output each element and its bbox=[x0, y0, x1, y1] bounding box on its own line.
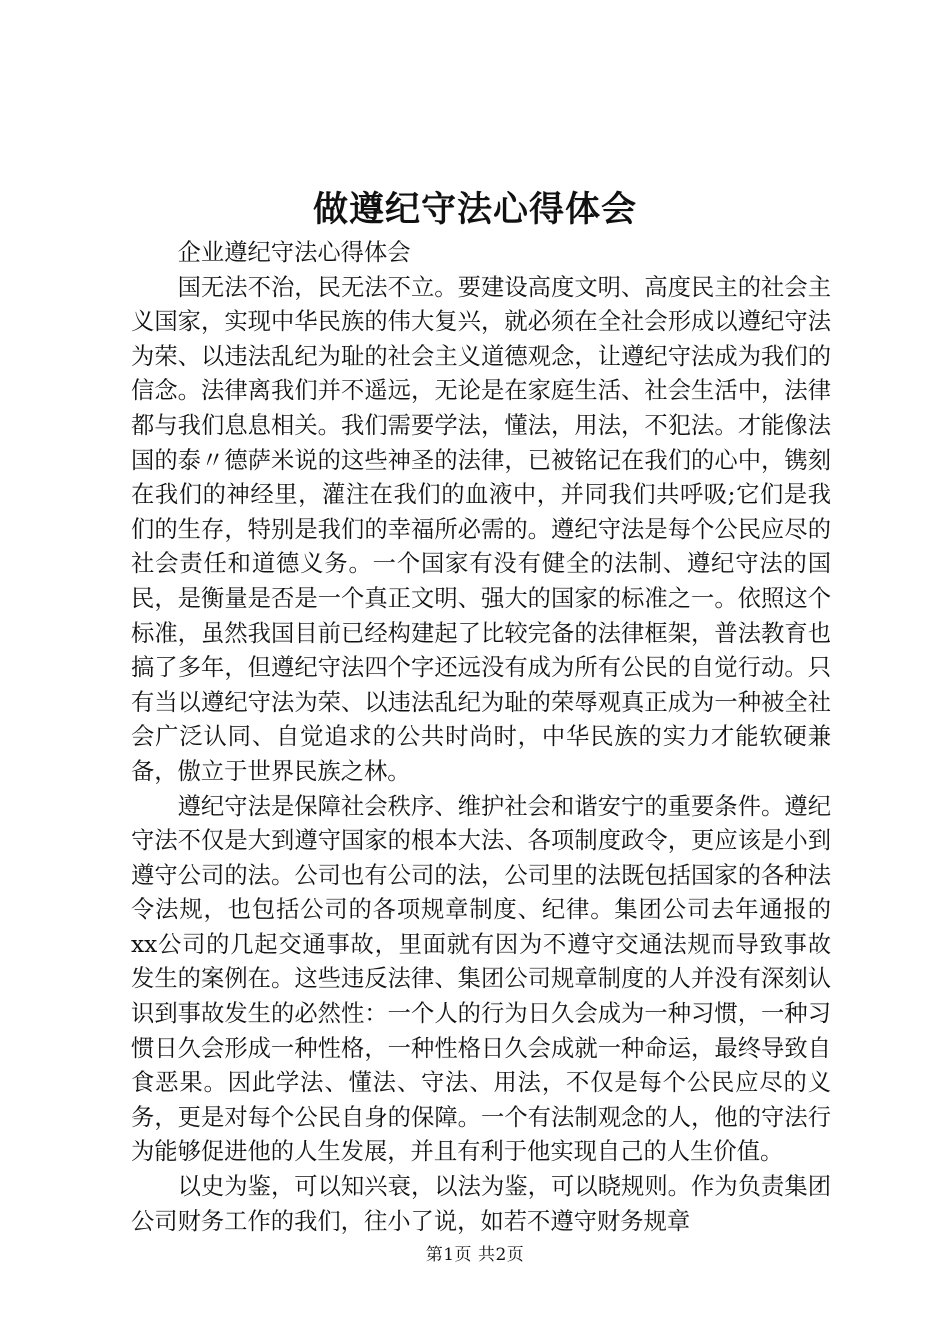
document-body bbox=[131, 236, 831, 1239]
paragraph: 以史为鉴，可以知兴衰，以法为鉴，可以晓规则。作为负责集团公司财务工作的我们，往小了说，如若不遵守财务规章 bbox=[131, 1173, 831, 1235]
paragraph: 遵纪守法是保障社会秩序、维护社会和谐安宁的重要条件。遵纪守法不仅是大到遵守国家的根本大法、各项制度政令，更应该是小到遵守公司的法。公司也有公司的法，公司里的法既包括国家的各种法令法规，也包括公司的各项规章制度、纪律。集团公司去年通报的xx公司的几起交通事故，里面就有因为不遵守交通法规而导致事故发生的案例在。这些违反法律、集团公司规章制度的人并没有深刻认识到事故发生的必然性：一个人的行为日久会成为一种习惯，一种习惯日久会形成一种性格，一种性格日久会成就一种命运，最终导致自食恶果。因此学法、懂法、守法、用法，不仅是每个公民应尽的义务，更是对每个公民自身的保障。一个有法制观念的人，他的守法行为能够促进他的人生发展，并且有利于他实现自己的人生价值。 bbox=[131, 792, 831, 1166]
page-number-footer: 第1页 共2页 bbox=[425, 1245, 525, 1265]
document-subtitle: 企业遵纪守法心得体会 bbox=[177, 239, 411, 266]
paragraph: 国无法不治，民无法不立。要建设高度文明、高度民主的社会主义国家，实现中华民族的伟大复兴，就必须在全社会形成以遵纪守法为荣、以违法乱纪为耻的社会主义道德观念，让遵纪守法成为我们的信念。法律离我们并不遥远，无论是在家庭生活、社会生活中，法律都与我们息息相关。我们需要学法，懂法，用法，不犯法。才能像法国的泰〃德萨米说的这些神圣的法律，已被铭记在我们的心中，镌刻在我们的神经里，灌注在我们的血液中，并同我们共呼吸;它们是我们的生存，特别是我们的幸福所必需的。遵纪守法是每个公民应尽的社会责任和道德义务。一个国家有没有健全的法制、遵纪守法的国民，是衡量是否是一个真正文明、强大的国家的标准之一。依照这个标准，虽然我国目前已经构建起了比较完备的法律框架，普法教育也搞了多年，但遵纪守法四个字还远没有成为所有公民的自觉行动。只有当以遵纪守法为荣、以违法乱纪为耻的荣辱观真正成为一种被全社会广泛认同、自觉追求的公共时尚时，中华民族的实力才能软硬兼备，傲立于世界民族之林。 bbox=[131, 273, 831, 785]
document-title: 做遵纪守法心得体会 bbox=[312, 189, 637, 230]
